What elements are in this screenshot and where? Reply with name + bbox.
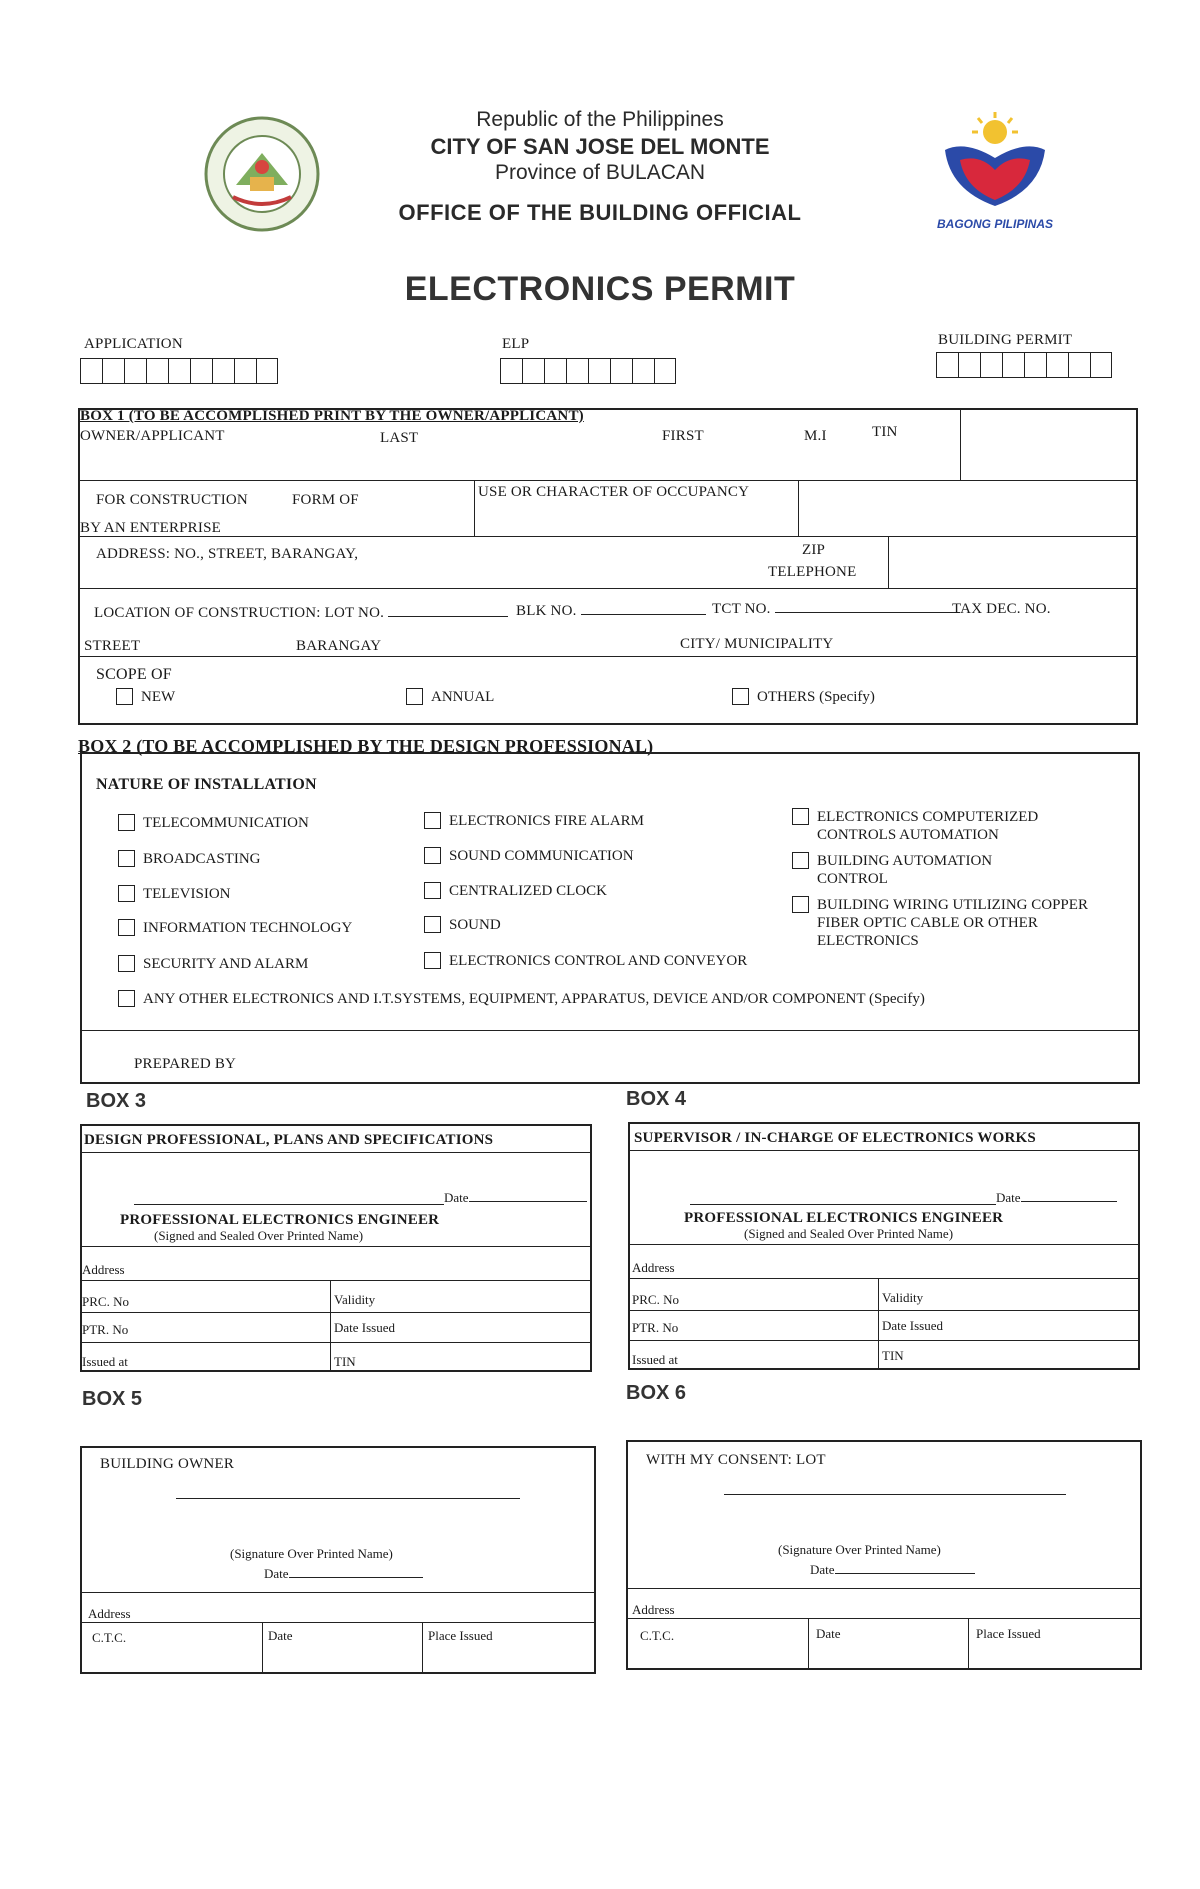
checkbox[interactable] (118, 850, 135, 867)
taxdec-label: TAX DEC. NO. (952, 601, 1051, 617)
header-office: OFFICE OF THE BUILDING OFFICIAL (398, 200, 802, 225)
option-control-conveyor[interactable]: ELECTRONICS CONTROL AND CONVEYOR (424, 952, 747, 970)
scope-new-checkbox[interactable] (116, 688, 133, 705)
box3-ptr: PTR. No (82, 1322, 129, 1337)
checkbox[interactable] (424, 847, 441, 864)
first-name-label: FIRST (662, 428, 704, 444)
zip-label: ZIP (802, 542, 826, 558)
box4-heading: SUPERVISOR / IN-CHARGE OF ELECTRONICS WORKS (634, 1130, 1036, 1146)
building-permit-number-boxes[interactable] (936, 352, 1112, 378)
box5-place: Place Issued (428, 1628, 493, 1643)
header-province: Province of BULACAN (494, 161, 706, 184)
header-republic: Republic of the Philippines (476, 108, 724, 131)
box5-date: Date (264, 1566, 423, 1582)
box6-date: Date (810, 1562, 975, 1578)
option-sound[interactable]: SOUND (424, 916, 501, 934)
elp-label: ELP (502, 336, 530, 352)
box3-date-issued: Date Issued (334, 1320, 396, 1335)
box4-date-issued: Date Issued (882, 1318, 944, 1333)
box3-issued-at: Issued at (82, 1354, 128, 1369)
option-any-other[interactable]: ANY OTHER ELECTRONICS AND I.T.SYSTEMS, EQUIPMENT, APPARATUS, DEVICE AND/OR COMPONENT (Specify) (118, 990, 925, 1008)
by-enterprise-label: BY AN ENTERPRISE (80, 520, 221, 536)
option-television[interactable]: TELEVISION (118, 885, 230, 903)
scope-new-option[interactable]: NEW (116, 688, 175, 706)
form-of-label: FORM OF (292, 492, 359, 508)
barangay-label: BARANGAY (296, 638, 382, 654)
owner-applicant-label: OWNER/APPLICANT (80, 428, 225, 444)
for-construction-label: FOR CONSTRUCTION (96, 492, 248, 508)
option-building-wiring[interactable]: BUILDING WIRING UTILIZING COPPER FIBER OPTIC CABLE OR OTHER ELECTRONICS (792, 896, 1112, 950)
telephone-label: TELEPHONE (768, 564, 857, 580)
checkbox[interactable] (792, 808, 809, 825)
nature-installation-label: NATURE OF INSTALLATION (96, 776, 317, 793)
box4-tin: TIN (882, 1348, 904, 1363)
option-security-alarm[interactable]: SECURITY AND ALARM (118, 955, 308, 973)
scope-others-option[interactable]: OTHERS (Specify) (732, 688, 875, 706)
checkbox[interactable] (118, 919, 135, 936)
box4-engineer: PROFESSIONAL ELECTRONICS ENGINEER (684, 1210, 1004, 1226)
building-permit-label: BUILDING PERMIT (938, 332, 1073, 348)
box6-ctc: C.T.C. (640, 1628, 675, 1643)
box3-address: Address (82, 1262, 125, 1277)
street-label: STREET (84, 638, 141, 654)
use-character-label: USE OR CHARACTER OF OCCUPANCY (478, 484, 750, 500)
location-label: LOCATION OF CONSTRUCTION: LOT NO. (94, 605, 508, 622)
box6-label: BOX 6 (626, 1382, 687, 1404)
scope-annual-checkbox[interactable] (406, 688, 423, 705)
blk-label: BLK NO. (516, 603, 706, 620)
checkbox[interactable] (424, 916, 441, 933)
tct-label: TCT NO. (712, 601, 960, 618)
box6-address: Address (632, 1602, 675, 1617)
header-city: CITY OF SAN JOSE DEL MONTE (430, 134, 770, 159)
page-title: ELECTRONICS PERMIT (404, 270, 796, 308)
checkbox[interactable] (118, 814, 135, 831)
option-computerized-controls[interactable]: ELECTRONICS COMPUTERIZED CONTROLS AUTOMATION (792, 808, 1092, 844)
box4-address: Address (632, 1260, 675, 1275)
box5-date-col: Date (268, 1628, 293, 1643)
checkbox[interactable] (424, 952, 441, 969)
box1-frame (78, 408, 1138, 725)
checkbox[interactable] (792, 852, 809, 869)
last-name-label: LAST (380, 430, 419, 446)
box3-heading: DESIGN PROFESSIONAL, PLANS AND SPECIFICATIONS (84, 1132, 494, 1148)
box4-date: Date (996, 1190, 1117, 1206)
box4-prc: PRC. No (632, 1292, 679, 1307)
box3-tin: TIN (334, 1354, 356, 1369)
box5-signature: (Signature Over Printed Name) (230, 1546, 393, 1561)
middle-initial-label: M.I (804, 428, 827, 444)
box3-date: Date (444, 1190, 587, 1206)
elp-number-boxes[interactable] (500, 358, 676, 384)
box5-address: Address (88, 1606, 131, 1621)
address-label: ADDRESS: NO., STREET, BARANGAY, (96, 546, 359, 562)
bagong-pilipinas-text: BAGONG PILIPINAS (936, 217, 1053, 231)
option-centralized-clock[interactable]: CENTRALIZED CLOCK (424, 882, 607, 900)
application-number-boxes[interactable] (80, 358, 278, 384)
box6-signature: (Signature Over Printed Name) (778, 1542, 941, 1557)
box4-label: BOX 4 (626, 1088, 687, 1110)
scope-of-label: SCOPE OF (96, 666, 172, 683)
scope-annual-option[interactable]: ANNUAL (406, 688, 494, 706)
box2-heading: BOX 2 (TO BE ACCOMPLISHED BY THE DESIGN PROFESSIONAL) (78, 736, 654, 756)
box3-signed: (Signed and Sealed Over Printed Name) (154, 1228, 364, 1243)
option-broadcasting[interactable]: BROADCASTING (118, 850, 261, 868)
scope-others-checkbox[interactable] (732, 688, 749, 705)
box4-signed: (Signed and Sealed Over Printed Name) (744, 1226, 954, 1241)
tin-label: TIN (872, 424, 898, 440)
box3-validity: Validity (334, 1292, 376, 1307)
box3-prc: PRC. No (82, 1294, 129, 1309)
checkbox[interactable] (118, 990, 135, 1007)
box1-heading: BOX 1 (TO BE ACCOMPLISHED PRINT BY THE OWNER/APPLICANT) (80, 408, 584, 424)
checkbox[interactable] (118, 955, 135, 972)
checkbox[interactable] (424, 882, 441, 899)
box6-place: Place Issued (976, 1626, 1041, 1641)
option-telecommunication[interactable]: TELECOMMUNICATION (118, 814, 309, 832)
option-building-automation[interactable]: BUILDING AUTOMATION CONTROL (792, 852, 1092, 888)
checkbox[interactable] (424, 812, 441, 829)
bagong-pilipinas-logo (930, 110, 1060, 235)
box6-heading: WITH MY CONSENT: LOT (646, 1452, 826, 1468)
option-fire-alarm[interactable]: ELECTRONICS FIRE ALARM (424, 812, 644, 830)
application-label: APPLICATION (84, 336, 183, 352)
box5-heading: BUILDING OWNER (100, 1456, 235, 1472)
box4-ptr: PTR. No (632, 1320, 679, 1335)
box5-ctc: C.T.C. (92, 1630, 127, 1645)
option-information-technology[interactable]: INFORMATION TECHNOLOGY (118, 919, 352, 937)
prepared-by-label: PREPARED BY (134, 1056, 237, 1072)
checkbox[interactable] (118, 885, 135, 902)
box4-validity: Validity (882, 1290, 924, 1305)
city-muni-label: CITY/ MUNICIPALITY (680, 636, 834, 652)
checkbox[interactable] (792, 896, 809, 913)
box4-issued-at: Issued at (632, 1352, 678, 1367)
box3-engineer: PROFESSIONAL ELECTRONICS ENGINEER (120, 1212, 440, 1228)
option-sound-communication[interactable]: SOUND COMMUNICATION (424, 847, 634, 865)
box3-label: BOX 3 (86, 1090, 147, 1112)
box5-label: BOX 5 (82, 1388, 143, 1410)
box6-date-col: Date (816, 1626, 841, 1641)
